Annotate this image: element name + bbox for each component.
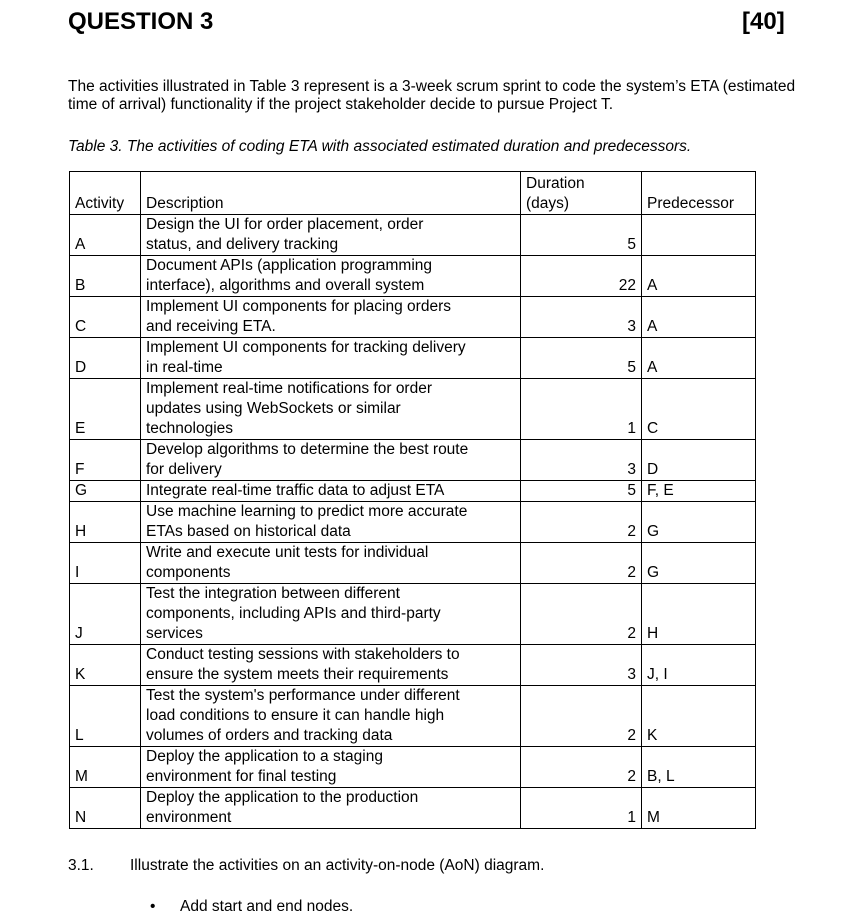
- cell-description: [141, 686, 521, 747]
- cell-predecessor: A: [642, 338, 756, 379]
- cell-description: [141, 788, 521, 829]
- cell-activity: J: [70, 584, 141, 645]
- cell-activity: B: [70, 256, 141, 297]
- cell-activity: L: [70, 686, 141, 747]
- description-line: load conditions to ensure it can handle high: [146, 707, 445, 724]
- description-line: components: [146, 564, 231, 581]
- description-line: Test the integration between different: [146, 585, 400, 602]
- description-line: Write and execute unit tests for individual: [146, 544, 429, 561]
- cell-predecessor: A: [642, 256, 756, 297]
- cell-duration: 1: [521, 379, 642, 440]
- cell-predecessor: K: [642, 686, 756, 747]
- table-row: [70, 747, 756, 788]
- table-row: [70, 338, 756, 379]
- header-duration: [521, 172, 642, 215]
- cell-predecessor: H: [642, 584, 756, 645]
- cell-activity: K: [70, 645, 141, 686]
- cell-duration: 3: [521, 297, 642, 338]
- header-predecessor: Predecessor: [642, 172, 756, 215]
- table-row: [70, 788, 756, 829]
- cell-predecessor: A: [642, 297, 756, 338]
- table-header-row: [70, 172, 756, 215]
- cell-description: [141, 584, 521, 645]
- cell-activity: I: [70, 543, 141, 584]
- table-row: [70, 502, 756, 543]
- description-line: Test the system's performance under different: [146, 687, 460, 704]
- description-line: and receiving ETA.: [146, 318, 276, 335]
- description-line: services: [146, 625, 203, 642]
- cell-predecessor: G: [642, 543, 756, 584]
- cell-predecessor: M: [642, 788, 756, 829]
- cell-activity: G: [70, 481, 141, 502]
- cell-predecessor: B, L: [642, 747, 756, 788]
- table-row: [70, 645, 756, 686]
- table-row: [70, 379, 756, 440]
- cell-predecessor: G: [642, 502, 756, 543]
- header-activity: Activity: [70, 172, 141, 215]
- cell-duration: 2: [521, 686, 642, 747]
- description-line: environment: [146, 809, 232, 826]
- description-line: environment for final testing: [146, 768, 337, 785]
- cell-activity: M: [70, 747, 141, 788]
- cell-description: [141, 543, 521, 584]
- description-line: Conduct testing sessions with stakeholders to: [146, 646, 460, 663]
- description-line: Design the UI for order placement, order: [146, 216, 424, 233]
- cell-description: [141, 379, 521, 440]
- description-line: updates using WebSockets or similar: [146, 400, 401, 417]
- cell-activity: D: [70, 338, 141, 379]
- description-line: in real-time: [146, 359, 223, 376]
- cell-description: [141, 215, 521, 256]
- table-row: [70, 481, 756, 502]
- description-line: Integrate real-time traffic data to adjust ETA: [146, 482, 445, 499]
- cell-duration: 2: [521, 543, 642, 584]
- cell-duration: 5: [521, 215, 642, 256]
- cell-activity: F: [70, 440, 141, 481]
- subquestion: [68, 857, 544, 875]
- cell-activity: C: [70, 297, 141, 338]
- cell-duration: 3: [521, 440, 642, 481]
- cell-activity: E: [70, 379, 141, 440]
- description-line: Use machine learning to predict more accurate: [146, 503, 468, 520]
- cell-predecessor: F, E: [642, 481, 756, 502]
- cell-duration: 5: [521, 481, 642, 502]
- cell-predecessor: C: [642, 379, 756, 440]
- table-row: [70, 440, 756, 481]
- description-line: Deploy the application to the production: [146, 789, 419, 806]
- cell-description: [141, 481, 521, 502]
- cell-description: [141, 338, 521, 379]
- description-line: Implement real-time notifications for order: [146, 380, 433, 397]
- activities-table: [69, 171, 756, 829]
- cell-description: [141, 502, 521, 543]
- description-line: interface), algorithms and overall system: [146, 277, 425, 294]
- table-row: [70, 297, 756, 338]
- cell-description: [141, 440, 521, 481]
- description-line: for delivery: [146, 461, 222, 478]
- description-line: Implement UI components for tracking delivery: [146, 339, 466, 356]
- cell-duration: 2: [521, 584, 642, 645]
- table-row: [70, 256, 756, 297]
- intro-paragraph: The activities illustrated in Table 3 represent is a 3-week scrum sprint to code the system’s ETA (estimated time of arrival) functionality if the project stakeholder decide to pursue Project T.: [68, 78, 796, 113]
- description-line: ensure the system meets their requirements: [146, 666, 449, 683]
- table-row: [70, 584, 756, 645]
- bullet-dot-icon: •: [150, 898, 156, 915]
- bullet-text: Add start and end nodes.: [180, 898, 354, 915]
- description-line: components, including APIs and third-party: [146, 605, 441, 622]
- cell-activity: A: [70, 215, 141, 256]
- cell-description: [141, 645, 521, 686]
- header-duration-line2: (days): [526, 195, 570, 212]
- description-line: ETAs based on historical data: [146, 523, 351, 540]
- header-description: Description: [141, 172, 521, 215]
- cell-duration: 2: [521, 747, 642, 788]
- cell-description: [141, 747, 521, 788]
- subquestion-number: 3.1.: [68, 857, 94, 874]
- cell-duration: 22: [521, 256, 642, 297]
- bullet-item: [150, 898, 353, 916]
- description-line: Develop algorithms to determine the best route: [146, 441, 469, 458]
- cell-description: [141, 297, 521, 338]
- cell-activity: N: [70, 788, 141, 829]
- table-caption: Table 3. The activities of coding ETA with associated estimated duration and predecessors.: [68, 138, 692, 155]
- header-duration-line1: Duration: [526, 175, 585, 192]
- table-row: [70, 215, 756, 256]
- table-body: [70, 215, 756, 829]
- cell-predecessor: [642, 215, 756, 256]
- cell-activity: H: [70, 502, 141, 543]
- description-line: status, and delivery tracking: [146, 236, 339, 253]
- question-marks: [40]: [742, 8, 785, 35]
- cell-duration: 1: [521, 788, 642, 829]
- cell-duration: 2: [521, 502, 642, 543]
- table-row: [70, 543, 756, 584]
- table-row: [70, 686, 756, 747]
- cell-description: [141, 256, 521, 297]
- description-line: Implement UI components for placing orders: [146, 298, 451, 315]
- cell-duration: 3: [521, 645, 642, 686]
- description-line: volumes of orders and tracking data: [146, 727, 393, 744]
- subquestion-text: Illustrate the activities on an activity-on-node (AoN) diagram.: [130, 857, 545, 874]
- description-line: technologies: [146, 420, 234, 437]
- cell-predecessor: J, I: [642, 645, 756, 686]
- question-title: QUESTION 3: [68, 8, 214, 35]
- cell-duration: 5: [521, 338, 642, 379]
- description-line: Document APIs (application programming: [146, 257, 433, 274]
- cell-predecessor: D: [642, 440, 756, 481]
- description-line: Deploy the application to a staging: [146, 748, 383, 765]
